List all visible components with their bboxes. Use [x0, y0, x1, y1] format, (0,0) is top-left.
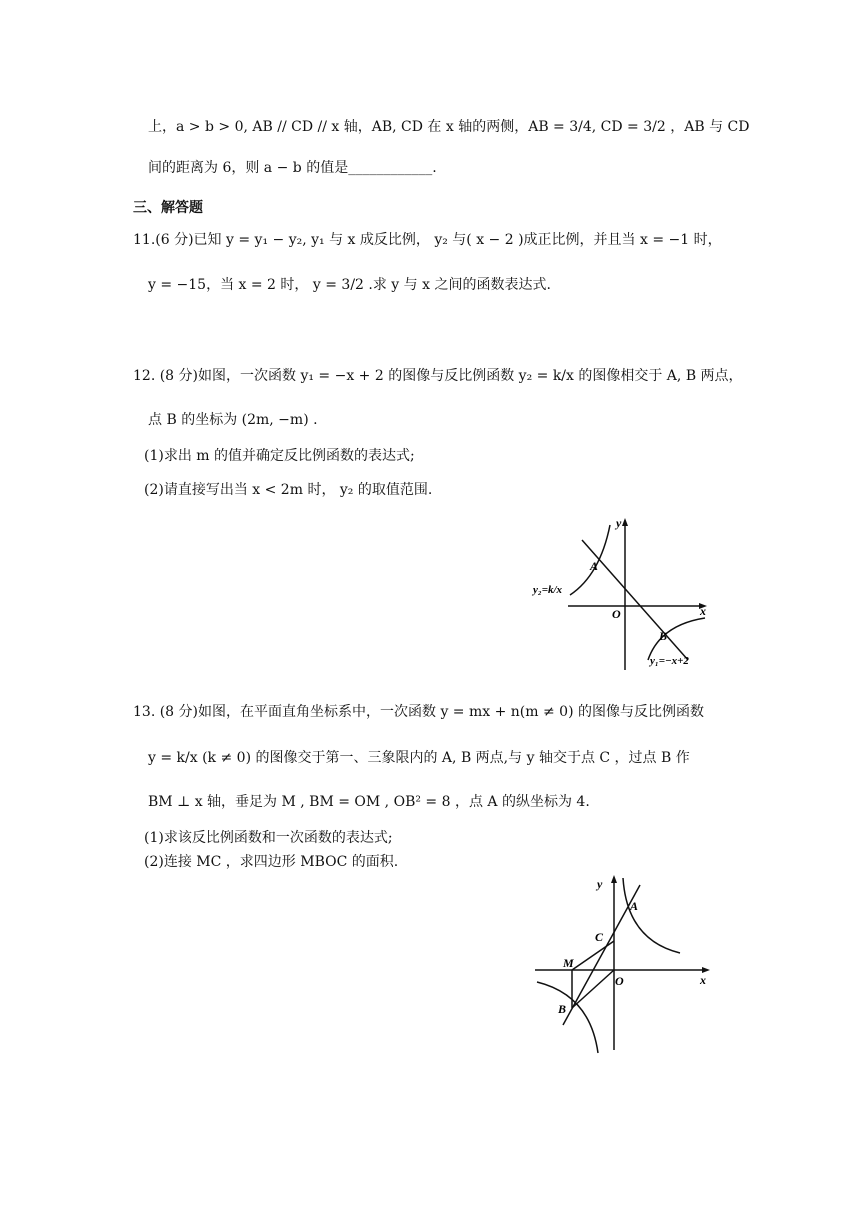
label-y: y: [597, 877, 603, 891]
figure-q13: [525, 870, 725, 1055]
label-B: B: [659, 629, 668, 643]
label-x: x: [700, 973, 706, 987]
y-arrow: [622, 518, 628, 526]
q13-part-1: (1)求该反比例函数和一次函数的表达式;: [144, 830, 393, 846]
label-x: x: [700, 604, 706, 618]
q13-line-1: 13. (8 分)如图，在平面直角坐标系中，一次函数 y = mx + n(m ≠ 0) 的图像与反比例函数: [133, 704, 704, 720]
label-A: A: [590, 559, 599, 573]
label-B: B: [558, 1002, 567, 1016]
figure-q12: [530, 515, 710, 675]
label-y1: y₁=−x+2: [650, 655, 689, 667]
q12-line-2: 点 B 的坐标为 (2m, −m) .: [148, 412, 318, 428]
label-O: O: [615, 974, 624, 988]
q11-line-1: 11.(6 分)已知 y = y₁ − y₂, y₁ 与 x 成反比例， y₂ 与( x − 2 )成正比例，并且当 x = −1 时，: [133, 232, 722, 248]
q12-part-1: (1)求出 m 的值并确定反比例函数的表达式;: [144, 448, 415, 464]
label-y2: y₂=k/x: [533, 584, 563, 596]
label-O: O: [612, 607, 621, 621]
section-heading: 三、解答题: [133, 200, 203, 216]
label-C: C: [595, 930, 604, 944]
q13-part-2: (2)连接 MC ，求四边形 MBOC 的面积.: [144, 854, 399, 870]
q12-part-2: (2)请直接写出当 x < 2m 时， y₂ 的取值范围.: [144, 482, 433, 498]
y-arrow: [611, 875, 617, 883]
q10-line-2: 间的距离为 6，则 a − b 的值是____________.: [148, 160, 437, 176]
q13-line-3: BM ⊥ x 轴，垂足为 M , BM = OM , OB² = 8 ，点 A 的纵坐标为 4.: [148, 794, 590, 810]
q13-line-2: y = k/x (k ≠ 0) 的图像交于第一、三象限内的 A, B 两点,与 y 轴交于点 C ，过点 B 作: [148, 750, 690, 766]
label-A: A: [630, 899, 639, 913]
line-y1: [582, 540, 688, 660]
segment-OB: [572, 970, 614, 1008]
label-M: M: [563, 956, 574, 970]
label-y: y: [616, 516, 622, 530]
q11-line-2: y = −15，当 x = 2 时， y = 3/2 .求 y 与 x 之间的函数表达式.: [148, 277, 551, 293]
q10-line-1: 上，a > b > 0, AB // CD // x 轴，AB, CD 在 x 轴的两侧，AB = 3/4, CD = 3/2 ，AB 与 CD: [148, 119, 750, 135]
q12-line-1: 12. (8 分)如图，一次函数 y₁ = −x + 2 的图像与反比例函数 y₂ = k/x 的图像相交于 A, B 两点，: [133, 368, 743, 384]
hyperbola-branch-1: [623, 878, 680, 953]
segment-MC: [572, 941, 614, 970]
